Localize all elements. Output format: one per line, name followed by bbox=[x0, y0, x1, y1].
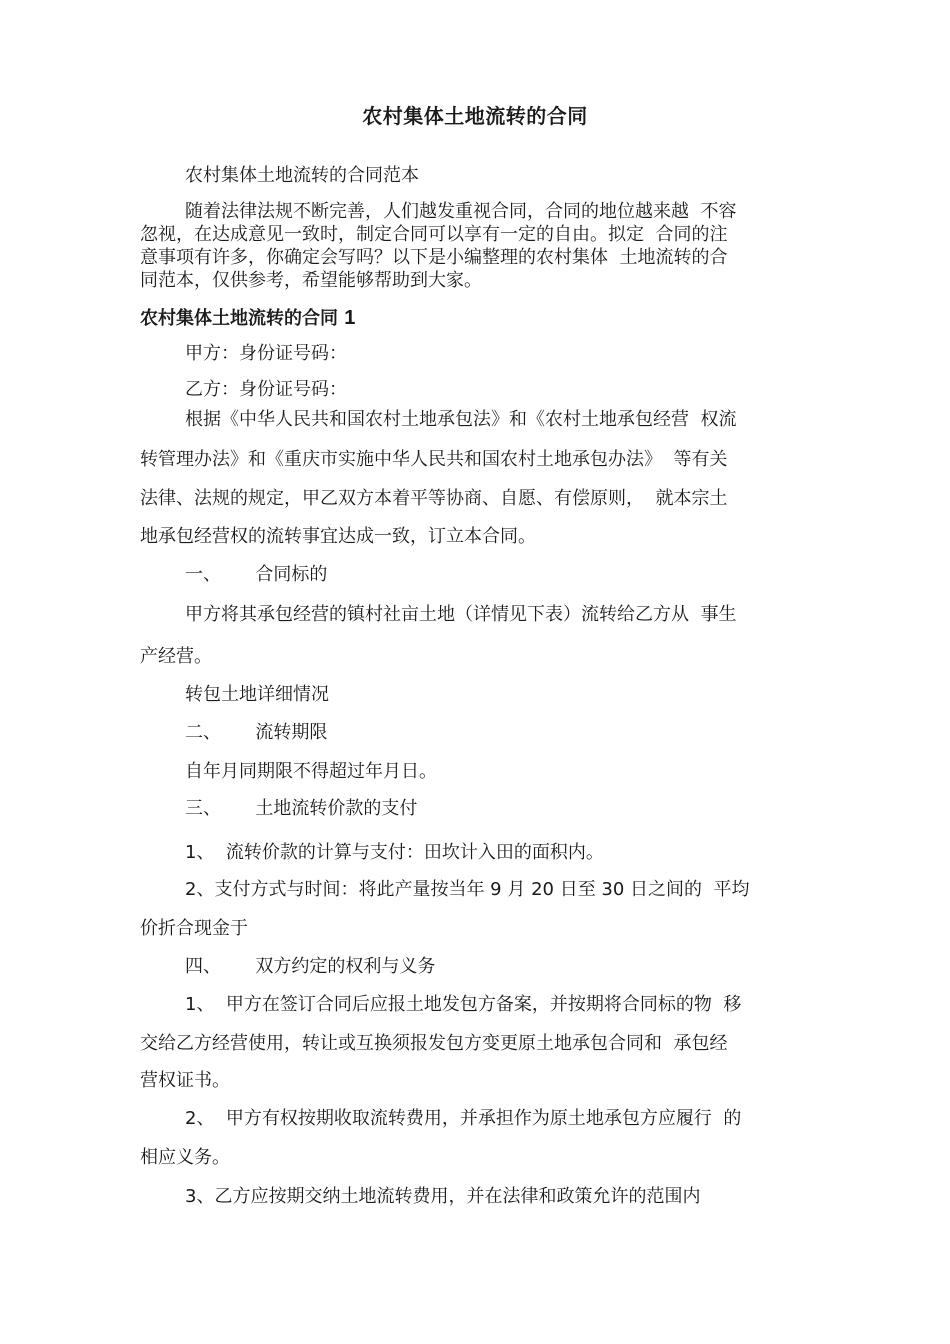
intro-line-4: 同范本，仅供参考，希望能够帮助到大家。 bbox=[140, 270, 482, 291]
basis-line-1: 根据《中华人民共和国农村土地承包法》和《农村土地承包经营 权流 bbox=[185, 409, 737, 430]
basis-line-2: 转管理办法》和《重庆市实施中华人民共和国农村土地承包办法》 等有关 bbox=[140, 449, 728, 470]
party-a-line: 甲方：身份证号码： bbox=[185, 343, 347, 364]
basis-line-3: 法律、法规的规定，甲乙双方本着平等协商、自愿、有偿原则， 就本宗土 bbox=[140, 488, 728, 509]
section-number: 1 bbox=[344, 307, 356, 329]
section-heading bbox=[140, 306, 355, 331]
article-2-heading: 二、 流转期限 bbox=[185, 722, 328, 743]
basis-line-4: 地承包经营权的流转事宜达成一致，订立本合同。 bbox=[140, 526, 536, 547]
party-b-line: 乙方：身份证号码： bbox=[185, 379, 347, 400]
intro-line-1: 随着法律法规不断完善，人们越发重视合同，合同的地位越来越 不容 bbox=[185, 201, 737, 222]
article-3-item-2-line-1: 2、支付方式与时间：将此产量按当年 9 月 20 日至 30 日之间的 平均 bbox=[185, 879, 750, 900]
table-caption: 转包土地详细情况 bbox=[185, 684, 329, 705]
article-1-line-2: 产经营。 bbox=[140, 646, 212, 667]
article-1-line-1: 甲方将其承包经营的镇村社亩土地（详情见下表）流转给乙方从 事生 bbox=[185, 604, 737, 625]
article-4-item-1-line-2: 交给乙方经营使用，转让或互换须报发包方变更原土地承包合同和 承包经 bbox=[140, 1033, 728, 1054]
article-4-heading: 四、 双方约定的权利与义务 bbox=[185, 956, 436, 977]
article-2-text: 自年月同期限不得超过年月日。 bbox=[185, 761, 437, 782]
section-heading-text: 农村集体土地流转的合同 bbox=[140, 308, 338, 329]
article-3-item-2-line-2: 价折合现金于 bbox=[140, 918, 248, 939]
article-3-item-1: 1、 流转价款的计算与支付：田坎计入田的面积内。 bbox=[185, 842, 604, 863]
article-1-heading: 一、 合同标的 bbox=[185, 564, 328, 585]
article-3-heading: 三、 土地流转价款的支付 bbox=[185, 798, 418, 819]
document-subtitle: 农村集体土地流转的合同范本 bbox=[185, 165, 419, 186]
intro-line-2: 忽视，在达成意见一致时，制定合同可以享有一定的自由。拟定 合同的注 bbox=[140, 224, 728, 245]
article-4-item-2-line-1: 2、 甲方有权按期收取流转费用，并承担作为原土地承包方应履行 的 bbox=[185, 1108, 742, 1129]
document-title: 农村集体土地流转的合同 bbox=[362, 104, 588, 128]
article-4-item-1-line-3: 营权证书。 bbox=[140, 1070, 230, 1091]
intro-line-3: 意事项有许多，你确定会写吗？以下是小编整理的农村集体 土地流转的合 bbox=[140, 247, 728, 268]
article-4-item-3: 3、乙方应按期交纳土地流转费用，并在法律和政策允许的范围内 bbox=[185, 1186, 701, 1207]
article-4-item-2-line-2: 相应义务。 bbox=[140, 1147, 230, 1168]
article-4-item-1-line-1: 1、 甲方在签订合同后应报土地发包方备案，并按期将合同标的物 移 bbox=[185, 994, 742, 1015]
